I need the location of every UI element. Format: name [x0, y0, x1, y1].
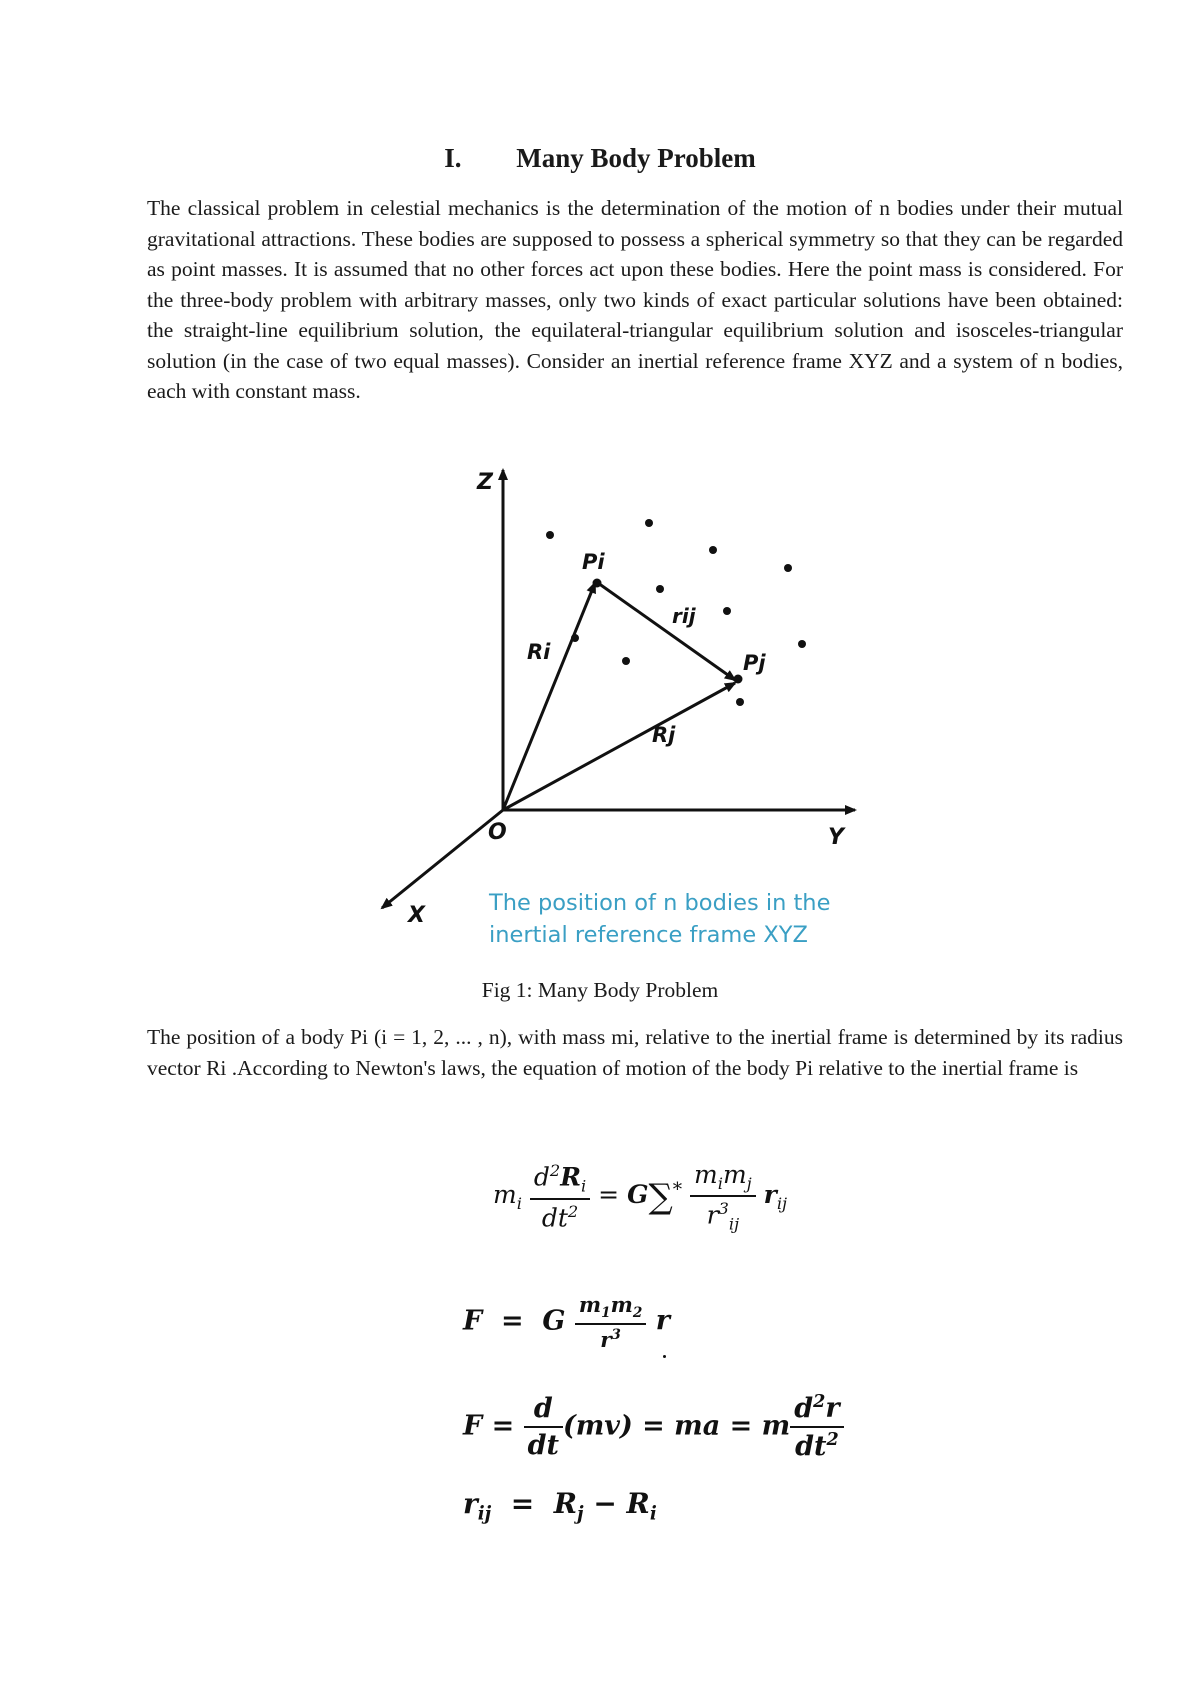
figure-svg	[360, 458, 880, 958]
body-paragraph: The position of a body Pi (i = 1, 2, ... , n), with mass mi, relative to the inertial frame is determined by its radius vector Ri .According to Newton's laws, the equation of motion of the body Pi relative to the inertial frame is	[147, 1025, 1123, 1080]
body-point-pi	[593, 579, 602, 588]
equation-2: F = G $\frac{m_1m_2}{r^3}$ r	[463, 1292, 670, 1353]
inner-caption	[488, 890, 830, 948]
vector-rj	[503, 683, 735, 810]
body-point	[736, 698, 744, 706]
body-point	[546, 531, 554, 539]
label-pi: Pi	[582, 550, 605, 574]
equation-3: F = $\frac{d}{dt}$ (mv) = ma = m $\frac{d^2r}{dt^2}$	[463, 1392, 844, 1462]
body-point	[571, 634, 579, 642]
equation-4: $r_{ij} = R_j - R_i$	[463, 1487, 657, 1525]
eq1-text	[0, 0, 1, 1]
axis-y-label: Y	[828, 825, 844, 850]
inner-caption-line2: inertial reference frame XYZ	[489, 922, 808, 948]
vector-ri	[503, 583, 595, 810]
label-ri: Ri	[527, 640, 551, 664]
body-point	[656, 585, 664, 593]
stray-dot	[663, 1355, 666, 1358]
section-heading	[0, 143, 1200, 174]
body-point	[645, 519, 653, 527]
many-body-figure	[360, 458, 880, 958]
vector-rij	[598, 583, 735, 680]
section-number: I.	[444, 143, 462, 173]
intro-paragraph: The classical problem in celestial mechanics is the determination of the motion of n bodies under their mutual gravitational attractions. These bodies are supposed to possess a spherical symmetry so that they can be regarded as point masses. It is assumed that no other forces act upon these bodies. Here the point mass is considered. For the three-body problem with arbitrary masses, only two kinds of exact particular solutions have been obtained: the straight-line equilibrium solution, the equilateral-triangular equilibrium solution and isosceles-triangular solution (in the case of two equal masses). Consider an inertial reference frame XYZ and a system of n bodies, each with constant mass.	[147, 196, 1123, 403]
label-pj: Pj	[743, 651, 766, 675]
figure-caption: Fig 1: Many Body Problem	[481, 978, 719, 1002]
body-point	[709, 546, 717, 554]
origin-label: O	[488, 820, 507, 845]
section-title: Many Body Problem	[516, 143, 756, 173]
body-point	[798, 640, 806, 648]
equation-1: $m_i$ $\frac{d^2R_i}{dt^2}$ = G∑* $\frac{m_im_j}{r^3_{ij}}$ $r_{ij}$	[493, 1160, 788, 1234]
body-point	[723, 607, 731, 615]
body-point-pj	[734, 675, 743, 684]
axis-z-label: Z	[477, 470, 493, 495]
label-rj: Rj	[652, 723, 676, 747]
inner-caption-line1: The position of n bodies in the	[489, 890, 831, 916]
body-point	[784, 564, 792, 572]
label-rij: rij	[672, 604, 696, 628]
x-axis	[382, 810, 503, 908]
body-point	[622, 657, 630, 665]
axis-x-label: X	[408, 903, 425, 928]
